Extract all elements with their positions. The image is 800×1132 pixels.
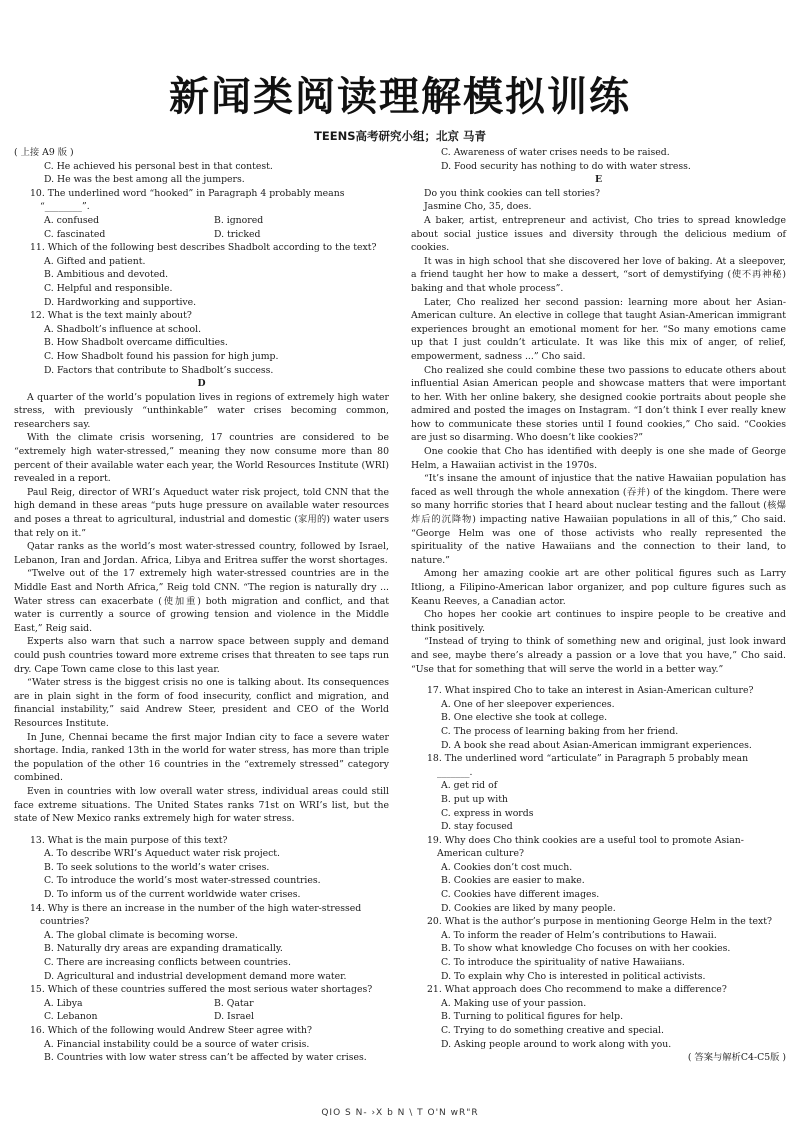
question-15: 15. Which of these countries suffered the most serious water shortages?	[30, 984, 373, 996]
option: B. One elective she took at college.	[441, 712, 608, 724]
option: C. There are increasing conflicts between countries.	[44, 957, 291, 969]
passage-paragraph: A quarter of the world’s population lives in regions of extremely high water stress, with previously “unthinkable” water crises becoming common, researchers say.	[14, 391, 389, 430]
option: A. Shadbolt’s influence at school.	[44, 323, 202, 335]
option: B. Turning to political figures for help.	[441, 1011, 624, 1023]
option: D. tricked	[214, 228, 261, 240]
option: D. Asking people around to work along with you.	[441, 1038, 672, 1050]
continued-note: ( 上接 A9 版 )	[14, 147, 74, 158]
option: A. To inform the reader of Helm’s contributions to Hawaii.	[441, 929, 717, 941]
page-title: 新闻类阅读理解模拟训练	[169, 74, 631, 120]
question-17: 17. What inspired Cho to take an interest in Asian-American culture?	[427, 685, 754, 697]
left-column	[14, 146, 389, 1065]
option: C. Helpful and responsible.	[44, 282, 173, 294]
question-21: 21. What approach does Cho recommend to make a difference?	[427, 984, 727, 996]
question-13: 13. What is the main purpose of this text?	[30, 834, 228, 846]
page-footer: QIO S N- ›X b N \ T O'N wR"R	[321, 1108, 479, 1118]
option: D. Hardworking and supportive.	[44, 296, 197, 308]
passage-paragraph: It was in high school that she discovered her love of baking. At a sleepover, a friend taught her how to make a dessert, “sort of demystifying (使不再神秘) baking and that whole process”.	[411, 255, 786, 294]
option: C. Lebanon	[44, 1011, 98, 1023]
option: B. To show what knowledge Cho focuses on with her cookies.	[441, 943, 731, 955]
option: A. get rid of	[441, 780, 498, 792]
passage-paragraph: Cho hopes her cookie art continues to inspire people to be creative and think positively.	[411, 609, 786, 634]
right-column	[411, 146, 786, 1065]
answer-reference: ( 答案与解析C4-C5版 )	[687, 1052, 786, 1064]
passage-paragraph: Jasmine Cho, 35, does.	[424, 201, 532, 213]
question-12: 12. What is the text mainly about?	[30, 310, 192, 322]
option: D. stay focused	[441, 821, 513, 833]
option: C. Cookies have different images.	[441, 889, 600, 901]
option: B. Countries with low water stress can’t be affected by water crises.	[44, 1052, 367, 1064]
option: A. One of her sleepover experiences.	[441, 698, 615, 710]
option: C. Trying to do something creative and special.	[441, 1025, 664, 1036]
question-11: 11. Which of the following best describes Shadbolt according to the text?	[30, 242, 377, 254]
option: A. The global climate is becoming worse.	[44, 929, 238, 941]
option: C. Awareness of water crises needs to be raised.	[441, 147, 670, 158]
byline: TEENS高考研究小组；北京 马青	[314, 129, 486, 143]
option: B. Ambitious and devoted.	[44, 269, 169, 281]
question-18: 18. The underlined word “articulate” in Paragraph 5 probably mean _______.	[427, 753, 749, 778]
passage-paragraph: Later, Cho realized her second passion: learning more about her Asian-American culture. An elective in college that taught Asian-American immigrant experiences brought an emotional moment for her. “So many emotions came up that I just couldn’t articulate. It was like this mix of anger, of relief, empowerment, sadness ...” Cho said.	[411, 296, 786, 362]
option: D. Agricultural and industrial development demand more water.	[44, 970, 347, 982]
passage-paragraph: Do you think cookies can tell stories?	[424, 187, 600, 199]
option: D. To inform us of the current worldwide water crises.	[44, 889, 301, 901]
passage-paragraph: Paul Reig, director of WRI’s Aqueduct water risk project, told CNN that the high demand in these areas “puts huge pressure on available water resources and poses a threat to agricultural, industrial and domestic (家用的) water users that rely on it.”	[14, 486, 389, 539]
question-19: 19. Why does Cho think cookies are a useful tool to promote Asian-American culture?	[427, 834, 744, 860]
passage-paragraph: Cho realized she could combine these two passions to educate others about influential Asian American people and showcase matters that were important to her. With her online bakery, she designed cookie portraits about people she admired and posted the images on Instagram. “I don’t think I ever really knew how to communicate these stories until I found cookies,” Cho said. “Cookies are just so disarming. Who doesn’t like cookies?”	[411, 364, 786, 444]
options-row	[14, 228, 389, 242]
passage-paragraph: A baker, artist, entrepreneur and activist, Cho tries to spread knowledge about social justice issues and diversity through the delicious medium of cookies.	[411, 214, 786, 254]
question-14: 14. Why is there an increase in the number of the high water-stressed countries?	[30, 902, 362, 928]
option: C. He achieved his personal best in that contest.	[44, 160, 273, 172]
option: D. Israel	[214, 1011, 254, 1023]
option: B. ignored	[214, 214, 264, 226]
option: B. Qatar	[214, 997, 254, 1009]
passage-paragraph: Experts also warn that such a narrow space between supply and demand could push countries toward more extreme crises that threaten to see taps run dry. Cape Town came close to this last year.	[14, 636, 389, 675]
option: D. To explain why Cho is interested in political activists.	[441, 970, 706, 982]
spacer	[14, 826, 389, 834]
question-16: 16. Which of the following would Andrew Steer agree with?	[30, 1025, 312, 1036]
passage-paragraph: “Water stress is the biggest crisis no one is talking about. Its consequences are in plain sight in the form of food insecurity, conflict and migration, and financial instability,” said Andrew Steer, president and CEO of the World Resources Institute.	[14, 677, 389, 729]
options-row	[14, 214, 389, 228]
option: C. To introduce the world’s most water-stressed countries.	[44, 875, 321, 887]
passage-paragraph: Among her amazing cookie art are other political figures such as Larry Itliong, a Filipino-American labor organizer, and pop culture figures such as Keanu Reeves, a Canadian actor.	[411, 568, 786, 607]
option: D. Factors that contribute to Shadbolt’s success.	[44, 364, 274, 376]
options-row	[14, 997, 389, 1011]
option: A. Libya	[44, 997, 83, 1009]
option: C. The process of learning baking from her friend.	[441, 725, 679, 737]
option: A. Making use of your passion.	[441, 997, 587, 1009]
option: D. He was the best among all the jumpers.	[44, 174, 245, 186]
passage-paragraph: “Instead of trying to think of something new and original, just look inward and see, maybe there’s already a passion or a love that you have,” Cho said. “Use that for something that will serve the world in a better way.”	[411, 636, 786, 675]
passage-paragraph: Even in countries with low overall water stress, individual areas could still face extreme situations. The United States ranks 71st on WRI’s list, but the state of New Mexico ranks extremely high for water stress.	[14, 785, 389, 825]
option: D. A book she read about Asian-American immigrant experiences.	[441, 739, 752, 751]
option: B. put up with	[441, 793, 508, 805]
option: B. How Shadbolt overcame difficulties.	[44, 337, 228, 349]
option: A. Financial instability could be a source of water crisis.	[44, 1038, 310, 1050]
option: C. express in words	[441, 807, 534, 819]
passage-paragraph: In June, Chennai became the first major Indian city to face a severe water shortage. India, ranked 13th in the world for water stress, has more than triple the population of the other 16 countries in the “extremely stressed” category combined.	[14, 731, 389, 784]
option: B. Naturally dry areas are expanding dramatically.	[44, 943, 283, 955]
option: A. To describe WRI’s Aqueduct water risk project.	[44, 848, 281, 860]
passage-paragraph: Qatar ranks as the world’s most water-stressed country, followed by Israel, Lebanon, Iran and Jordan. Africa, Libya and Eritrea suffer the worst shortages.	[14, 541, 389, 566]
option: C. fascinated	[44, 228, 106, 240]
section-heading-d: D	[197, 378, 206, 390]
passage-paragraph: “It’s insane the amount of injustice that the native Hawaiian population has faced as well through the whole annexation (吞并) of the kingdom. There were so many horrific stories that I heard about nuclear testing and the fallout (核爆炸后的沉降物) impacting native Hawaiian populations in all of this,” Cho said. “George Helm was one of those activists who really represented the spirituality of the native Hawaiians and the connection to their land, to nature.”	[411, 473, 786, 566]
options-row	[14, 1010, 389, 1024]
option: D. Food security has nothing to do with water stress.	[441, 160, 691, 172]
passage-paragraph: “Twelve out of the 17 extremely high water-stressed countries are in the Middle East and North Africa,” Reig told CNN. “The region is naturally dry ... Water stress can exacerbate (使加重) both migration and conflict, and that water is currently a source of growing tension and violence in the Middle East,” Reig said.	[14, 568, 389, 634]
section-heading-e: E	[594, 174, 603, 186]
question-20: 20. What is the author’s purpose in mentioning George Helm in the text?	[427, 916, 772, 928]
spacer	[411, 676, 786, 684]
passage-paragraph: One cookie that Cho has identified with deeply is one she made of George Helm, a Hawaiian activist in the 1970s.	[411, 446, 786, 471]
option: C. How Shadbolt found his passion for high jump.	[44, 350, 279, 362]
option: B. Cookies are easier to make.	[441, 875, 585, 887]
option: C. To introduce the spirituality of native Hawaiians.	[441, 957, 685, 969]
option: B. To seek solutions to the world’s water crises.	[44, 861, 270, 873]
option: A. Cookies don’t cost much.	[441, 861, 573, 873]
option: A. Gifted and patient.	[44, 255, 146, 267]
article-columns	[14, 146, 786, 1065]
option: D. Cookies are liked by many people.	[441, 902, 616, 914]
question-10: 10. The underlined word “hooked” in Paragraph 4 probably means “________”.	[30, 187, 345, 213]
option: A. confused	[44, 214, 100, 226]
passage-paragraph: With the climate crisis worsening, 17 countries are considered to be “extremely high water-stressed,” meaning they now consume more than 80 percent of their available water each year, the World Resources Institute (WRI) revealed in a report.	[14, 432, 389, 485]
